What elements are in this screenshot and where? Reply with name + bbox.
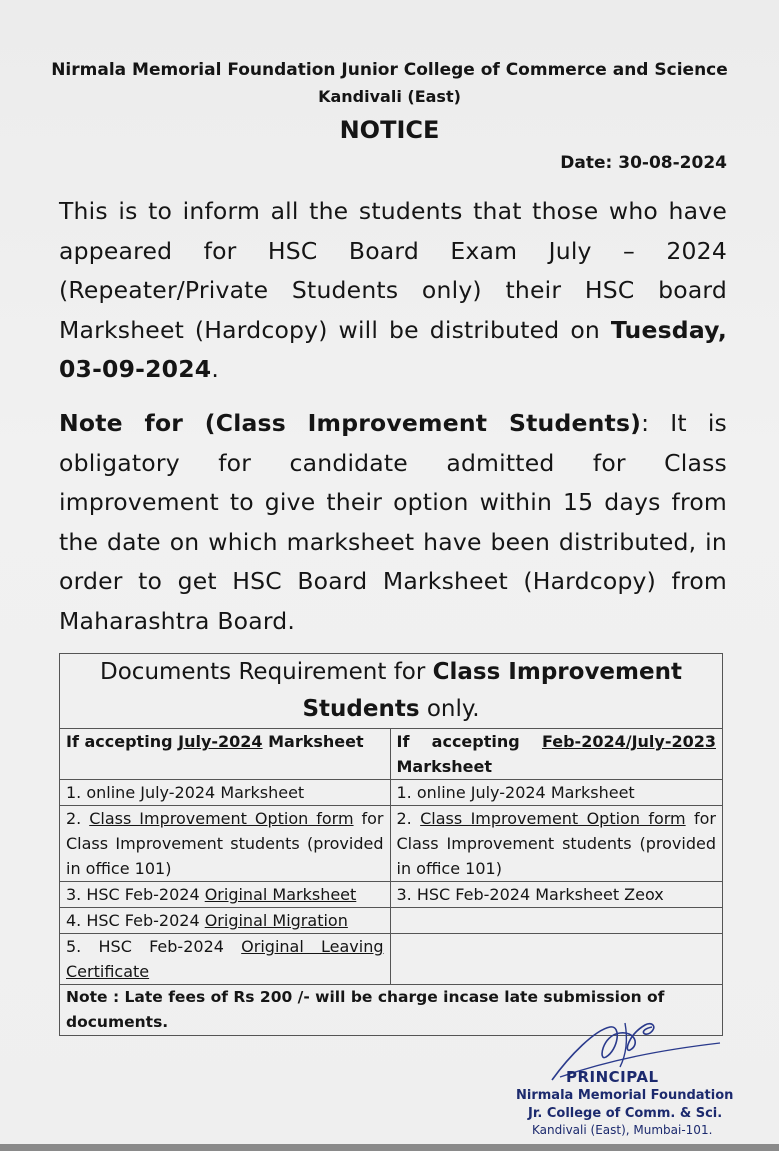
heading-end: only.	[419, 696, 480, 722]
table-cell	[390, 806, 723, 882]
distribution-date: Tuesday, 03-09-2024	[59, 315, 727, 383]
stamp-college: Jr. College of Comm. & Sci.	[528, 1106, 723, 1121]
table-row	[60, 908, 723, 934]
documents-requirement-table	[59, 653, 723, 1036]
column-header-feb-2024	[390, 729, 723, 780]
header-underlined: Feb-2024/July-2023	[541, 732, 716, 751]
college-locality: Kandivali (East)	[318, 87, 461, 106]
header-text: If accepting	[66, 732, 179, 751]
table-cell-empty	[390, 908, 723, 934]
cell-text: 4. HSC Feb-2024	[66, 911, 205, 930]
stamp-place: Kandivali (East), Mumbai-101.	[532, 1123, 713, 1137]
cell-underlined: Original Marksheet	[204, 885, 357, 904]
table-row	[60, 882, 723, 908]
header-text: If accepting	[396, 732, 542, 751]
table-cell: 1. online July-2024 Marksheet	[390, 780, 723, 806]
notice-title: NOTICE	[339, 116, 440, 144]
header-text: Marksheet	[262, 732, 364, 751]
stamp-organization: Nirmala Memorial Foundation	[516, 1088, 734, 1103]
table-cell	[60, 934, 391, 985]
college-name: Nirmala Memorial Foundation Junior College of Commerce and Science	[51, 60, 728, 80]
cell-text: for Class Improvement students (provided in office 101)	[66, 809, 384, 878]
cell-underlined: Original Leaving Certificate	[66, 937, 384, 981]
cell-text: 2.	[396, 809, 421, 828]
heading-bold: Class Improvement Students	[302, 659, 682, 722]
table-row	[60, 934, 723, 985]
cell-text: for Class Improvement students (provided in office 101)	[396, 809, 716, 878]
table-cell-empty	[390, 934, 723, 985]
table-cell	[60, 908, 391, 934]
table-heading	[60, 654, 723, 729]
header-underlined: July-2024	[178, 732, 263, 751]
note-heading: Note for (Class Improvement Students)	[59, 409, 642, 437]
paragraph-text: : It is obligatory for candidate admitted for Class improvement to give their option within 15 days from the date on which marksheet have been distributed, in order to get HSC Board Marksheet (Hardcopy) from Maharashtra Board.	[59, 409, 727, 635]
table-heading-row	[60, 654, 723, 729]
column-header-row	[60, 729, 723, 780]
table-cell: 1. online July-2024 Marksheet	[60, 780, 391, 806]
header-text: Marksheet	[396, 757, 493, 776]
notice-paragraph-distribution	[59, 192, 727, 390]
table-row	[60, 806, 723, 882]
table-cell	[60, 806, 391, 882]
table-row	[60, 780, 723, 806]
notice-date: Date: 30-08-2024	[560, 153, 727, 173]
column-header-july-2024	[60, 729, 391, 780]
paper-bottom-edge	[0, 1144, 779, 1151]
table-cell	[60, 882, 391, 908]
cell-underlined: Original Migration	[204, 911, 348, 930]
paragraph-text: This is to inform all the students that those who have appeared for HSC Board Exam July – 2024 (Repeater/Private Students only) their HSC board Marksheet (Hardcopy) will be distributed on	[59, 197, 727, 344]
paragraph-end: .	[211, 355, 219, 383]
cell-underlined: Class Improvement Option form	[420, 809, 686, 828]
cell-text: 3. HSC Feb-2024	[66, 885, 205, 904]
late-fee-note: Note : Late fees of Rs 200 /- will be charge incase late submission of documents.	[60, 985, 723, 1036]
notice-paragraph-improvement	[59, 404, 727, 641]
cell-text: 2.	[66, 809, 90, 828]
stamp-principal: PRINCIPAL	[566, 1068, 659, 1086]
cell-text: 5. HSC Feb-2024	[66, 937, 242, 956]
heading-text: Documents Requirement for	[100, 659, 433, 685]
cell-underlined: Class Improvement Option form	[89, 809, 354, 828]
table-cell: 3. HSC Feb-2024 Marksheet Zeox	[390, 882, 723, 908]
